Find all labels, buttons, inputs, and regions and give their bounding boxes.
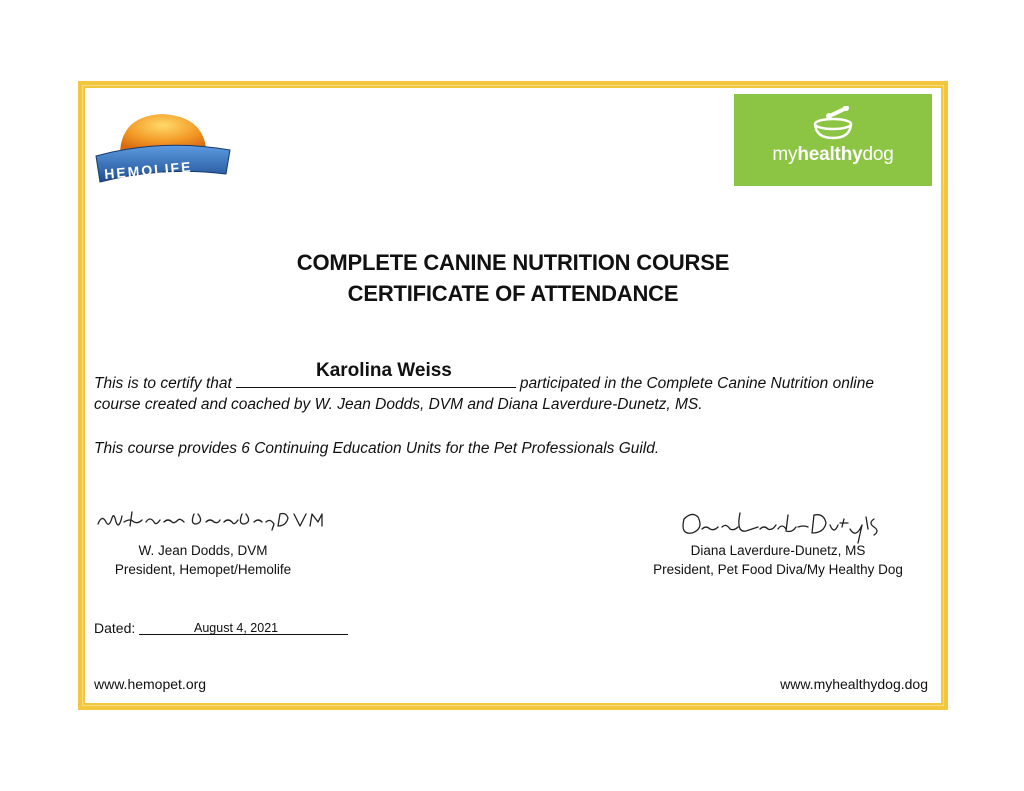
hemolife-logo (92, 108, 232, 188)
dated-label: Dated: (94, 620, 136, 636)
dog-bowl-icon (806, 106, 860, 140)
course-description: course created and coached by W. Jean Dodds, DVM and Diana Laverdure-Dunetz, MS. (94, 396, 703, 413)
signer-2-title: President, Pet Food Diva/My Healthy Dog (653, 562, 903, 577)
certify-prefix: This is to certify that (94, 375, 232, 392)
certificate-title: COMPLETE CANINE NUTRITION COURSE (296, 250, 730, 275)
myhealthydog-logo-text: myhealthydog (772, 144, 894, 165)
hemolife-logo-text: HEMOLIFE (103, 158, 194, 183)
hemopet-website[interactable]: www.hemopet.org (94, 676, 207, 692)
signer-1-title: President, Hemopet/Hemolife (114, 562, 292, 577)
certify-line (94, 373, 874, 393)
dodds-signature (94, 500, 324, 536)
certify-suffix: participated in the Complete Canine Nutrition online (519, 375, 874, 392)
signer-1-name: W. Jean Dodds, DVM (138, 543, 268, 558)
ceu-statement: This course provides 6 Continuing Education Units for the Pet Professionals Guild. (94, 440, 660, 457)
myhealthydog-logo (734, 94, 932, 186)
dated-value: August 4, 2021 (194, 621, 279, 635)
certificate-subtitle: CERTIFICATE OF ATTENDANCE (347, 281, 679, 306)
recipient-name: Karolina Weiss (316, 360, 452, 381)
myhealthydog-website[interactable]: www.myhealthydog.dog (780, 676, 928, 692)
signer-2-name: Diana Laverdure-Dunetz, MS (690, 543, 866, 558)
laverdure-dunetz-signature (678, 505, 890, 547)
